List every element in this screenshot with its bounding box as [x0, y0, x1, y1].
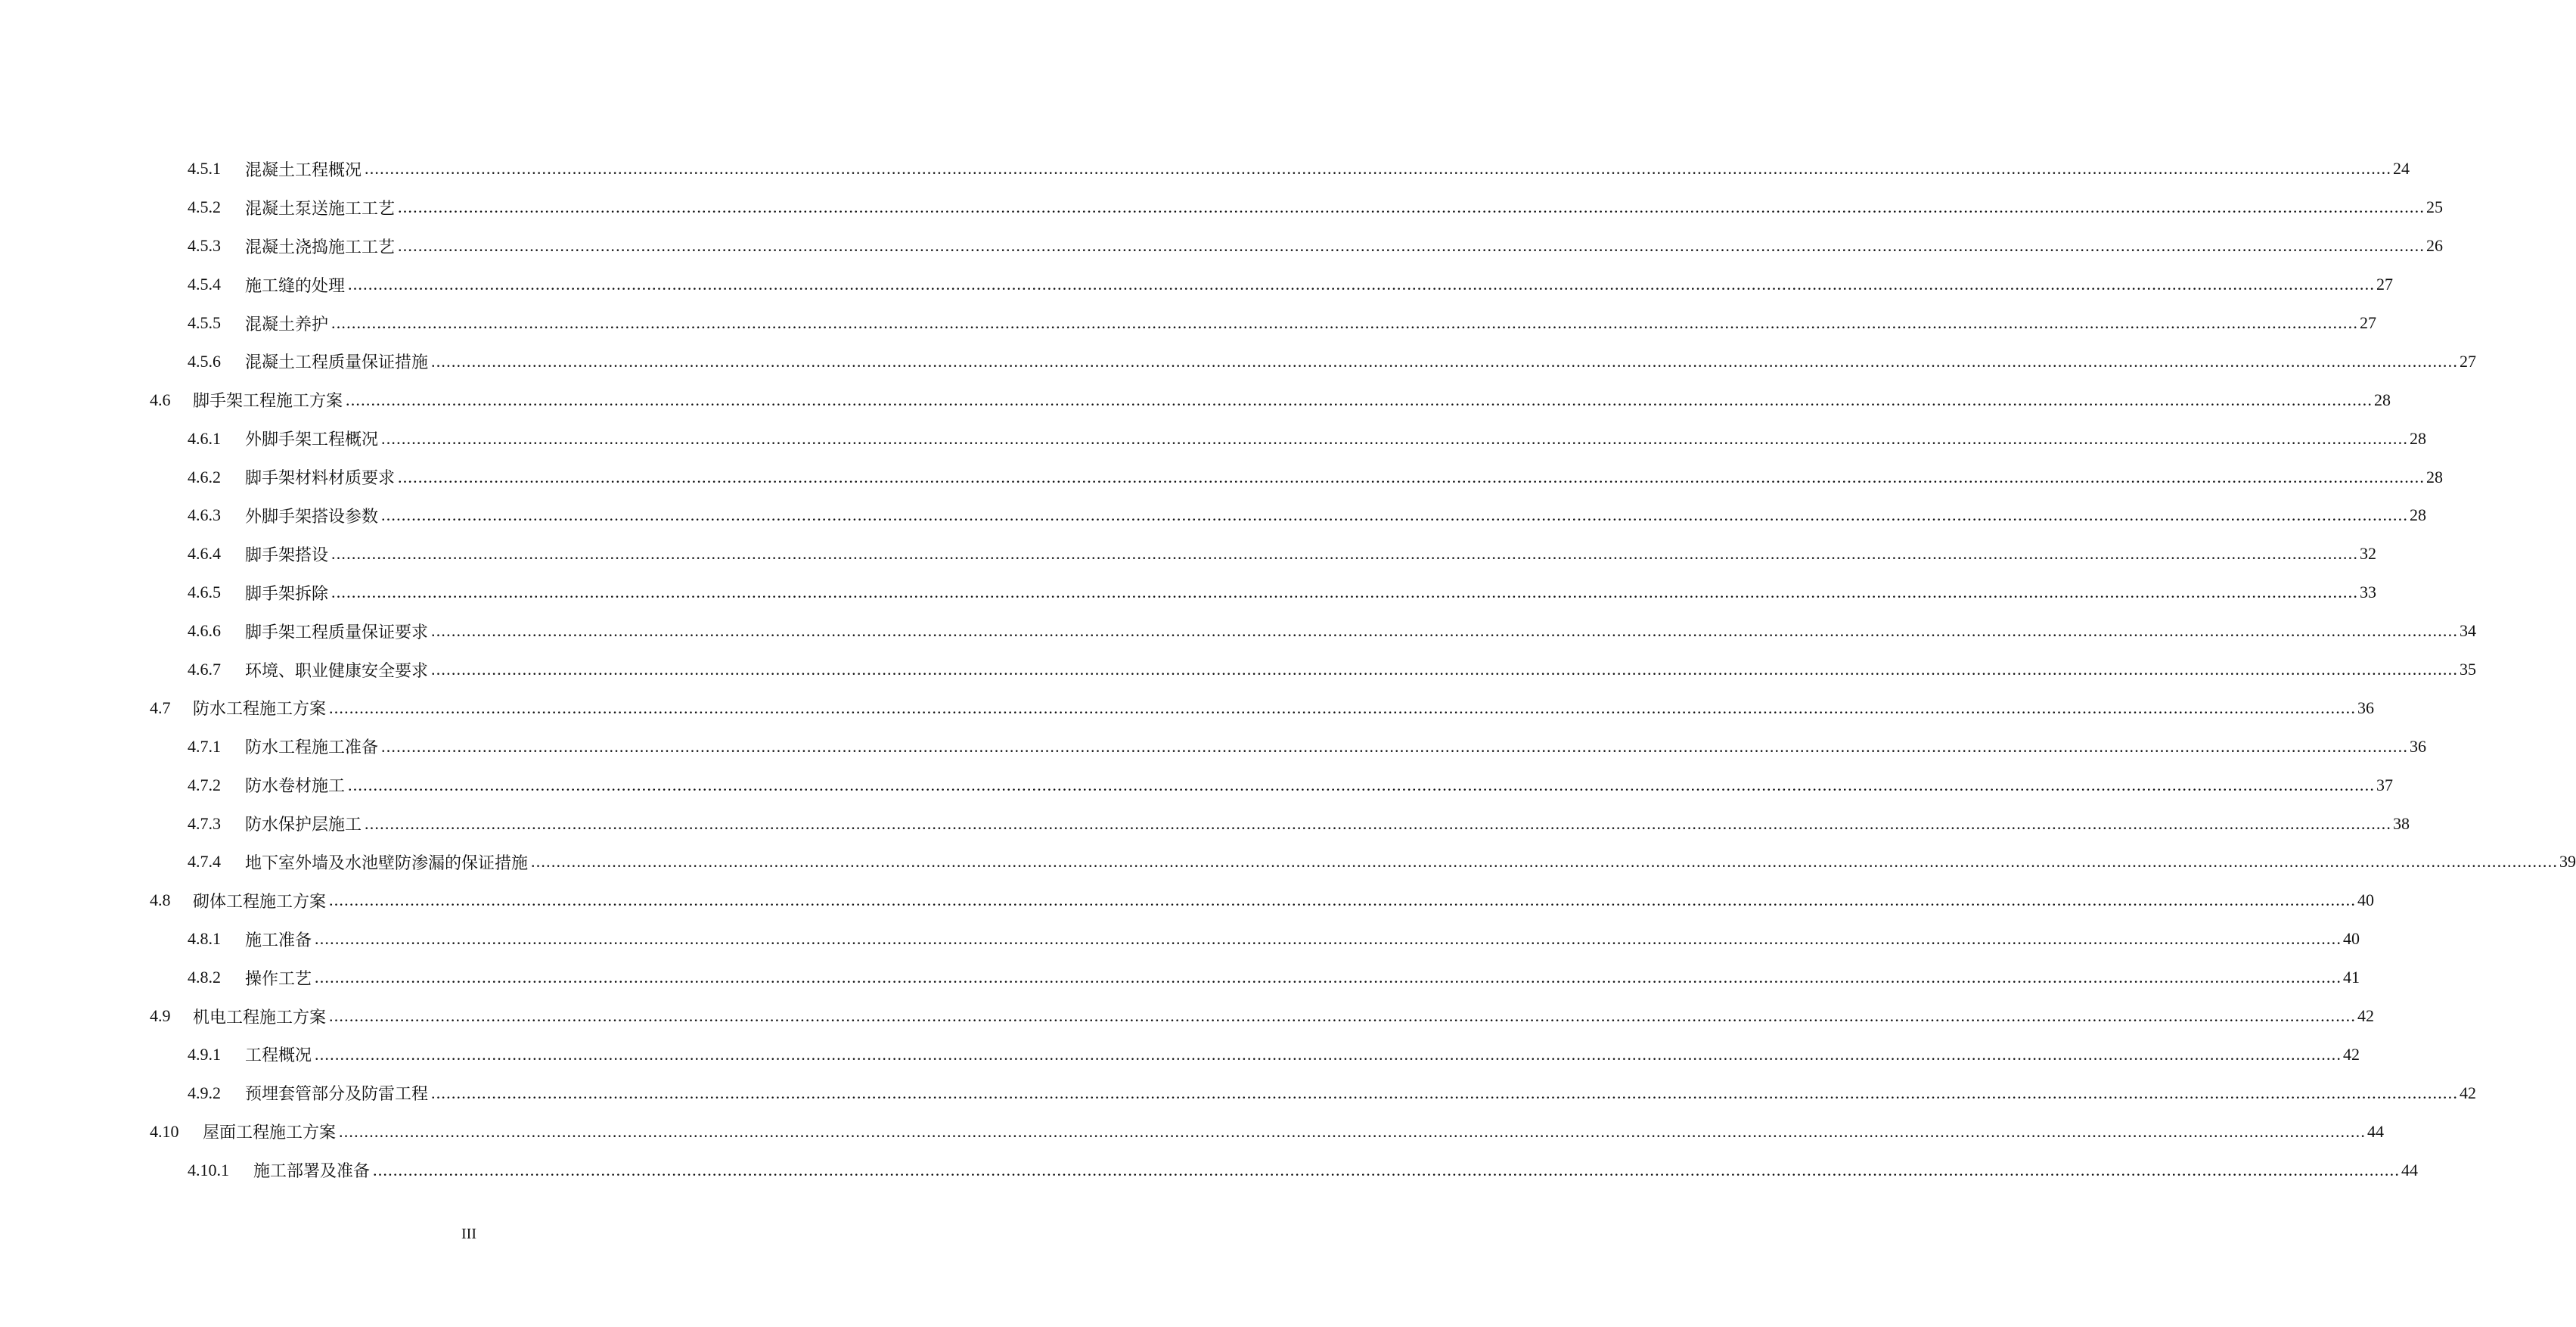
toc-leader-dots: ................................................................................................................................................................................................................................................................................................................................................................................................................	[331, 313, 2359, 332]
toc-entry-number: 4.6.6	[188, 621, 221, 641]
toc-entry[interactable]	[0, 496, 2427, 535]
toc-entry-title: 脚手架材料材质要求	[245, 465, 396, 489]
toc-entry-page: 38	[2393, 813, 2410, 833]
toc-entry-number: 4.7	[150, 698, 171, 717]
toc-entry-title: 脚手架拆除	[245, 581, 330, 604]
toc-leader-dots: ................................................................................................................................................................................................................................................................................................................................................................................................................	[365, 813, 2392, 833]
toc-entry[interactable]	[0, 843, 2576, 881]
toc-leader-dots: ................................................................................................................................................................................................................................................................................................................................................................................................................	[329, 890, 2357, 910]
toc-entry-page: 26	[2426, 236, 2444, 256]
toc-entry-number: 4.6.2	[188, 467, 221, 486]
toc-entry[interactable]	[0, 1151, 2419, 1189]
toc-entry-number: 4.7.1	[188, 736, 221, 756]
toc-entry[interactable]	[0, 1112, 2385, 1151]
toc-entry-page: 36	[2410, 736, 2427, 756]
toc-leader-dots: ................................................................................................................................................................................................................................................................................................................................................................................................................	[331, 583, 2359, 602]
toc-leader-dots: ................................................................................................................................................................................................................................................................................................................................................................................................................	[346, 390, 2373, 409]
toc-leader-dots: ................................................................................................................................................................................................................................................................................................................................................................................................................	[331, 544, 2359, 564]
toc-leader-dots: ................................................................................................................................................................................................................................................................................................................................................................................................................	[431, 351, 2459, 371]
toc-leader-dots: ................................................................................................................................................................................................................................................................................................................................................................................................................	[348, 275, 2376, 294]
toc-entry[interactable]	[0, 727, 2427, 766]
toc-entry[interactable]	[0, 535, 2377, 573]
toc-entry-number: 4.5.5	[188, 313, 221, 332]
toc-leader-dots: ................................................................................................................................................................................................................................................................................................................................................................................................................	[381, 736, 2409, 756]
toc-entry-page: 34	[2460, 621, 2477, 641]
toc-entry-page: 28	[2410, 505, 2427, 525]
toc-entry-page: 41	[2343, 968, 2360, 987]
toc-leader-dots: ................................................................................................................................................................................................................................................................................................................................................................................................................	[329, 698, 2357, 717]
toc-entry-title: 地下室外墙及水池壁防渗漏的保证措施	[245, 850, 529, 874]
toc-entry-title: 混凝土养护	[245, 312, 330, 335]
toc-entry-title: 防水卷材施工	[245, 773, 346, 797]
toc-entry-title: 混凝土浇捣施工工艺	[245, 235, 396, 258]
toc-entry-page: 40	[2357, 890, 2375, 910]
toc-entry-title: 砌体工程施工方案	[193, 889, 327, 912]
toc-entry-page: 42	[2460, 1083, 2477, 1102]
toc-entry-page: 25	[2426, 197, 2444, 217]
table-of-contents	[0, 150, 2576, 1189]
toc-entry-page: 35	[2460, 660, 2477, 679]
toc-entry-number: 4.6	[150, 390, 171, 409]
toc-leader-dots: ................................................................................................................................................................................................................................................................................................................................................................................................................	[339, 1121, 2367, 1141]
toc-leader-dots: ................................................................................................................................................................................................................................................................................................................................................................................................................	[348, 775, 2376, 794]
toc-entry[interactable]	[0, 804, 2410, 843]
toc-leader-dots: ................................................................................................................................................................................................................................................................................................................................................................................................................	[431, 660, 2459, 679]
toc-entry-title: 操作工艺	[245, 966, 313, 990]
toc-entry-page: 44	[2367, 1121, 2385, 1141]
toc-entry-number: 4.5.2	[188, 197, 221, 217]
toc-entry[interactable]	[0, 188, 2444, 227]
toc-leader-dots: ................................................................................................................................................................................................................................................................................................................................................................................................................	[531, 852, 2559, 872]
toc-leader-dots: ................................................................................................................................................................................................................................................................................................................................................................................................................	[365, 159, 2392, 179]
toc-entry-page: 28	[2374, 390, 2391, 409]
toc-entry-number: 4.6.5	[188, 583, 221, 602]
toc-leader-dots: ................................................................................................................................................................................................................................................................................................................................................................................................................	[431, 621, 2459, 641]
toc-entry-page: 33	[2360, 583, 2377, 602]
toc-entry-title: 防水工程施工准备	[245, 735, 380, 758]
toc-entry-number: 4.5.3	[188, 236, 221, 256]
toc-entry[interactable]	[0, 419, 2427, 458]
toc-entry-title: 施工部署及准备	[253, 1158, 371, 1182]
toc-entry-page: 24	[2393, 159, 2410, 179]
toc-entry[interactable]	[0, 688, 2375, 727]
toc-entry[interactable]	[0, 1035, 2360, 1074]
toc-entry[interactable]	[0, 150, 2410, 188]
toc-entry-page: 42	[2343, 1044, 2360, 1064]
toc-entry[interactable]	[0, 266, 2394, 304]
toc-entry[interactable]	[0, 959, 2360, 997]
toc-entry-number: 4.6.7	[188, 660, 221, 679]
toc-entry-title: 屋面工程施工方案	[203, 1120, 337, 1143]
toc-entry-page: 27	[2360, 313, 2377, 332]
toc-entry-number: 4.7.3	[188, 813, 221, 833]
toc-entry[interactable]	[0, 651, 2477, 689]
toc-entry-number: 4.6.1	[188, 428, 221, 448]
toc-leader-dots: ................................................................................................................................................................................................................................................................................................................................................................................................................	[398, 197, 2425, 217]
toc-leader-dots: ................................................................................................................................................................................................................................................................................................................................................................................................................	[315, 929, 2342, 949]
toc-entry-page: 37	[2376, 775, 2394, 794]
toc-leader-dots: ................................................................................................................................................................................................................................................................................................................................................................................................................	[381, 428, 2409, 448]
toc-entry[interactable]	[0, 227, 2444, 266]
toc-entry-number: 4.7.2	[188, 775, 221, 794]
toc-entry-page: 32	[2360, 544, 2377, 564]
toc-leader-dots: ................................................................................................................................................................................................................................................................................................................................................................................................................	[373, 1160, 2401, 1179]
toc-entry-title: 脚手架工程质量保证要求	[245, 620, 430, 643]
toc-entry-number: 4.5.1	[188, 159, 221, 179]
toc-entry-page: 40	[2343, 929, 2360, 949]
toc-entry-number: 4.5.6	[188, 351, 221, 371]
toc-entry-page: 27	[2460, 351, 2477, 371]
toc-entry-number: 4.5.4	[188, 275, 221, 294]
toc-entry-number: 4.10.1	[188, 1160, 229, 1179]
toc-entry-title: 脚手架工程施工方案	[193, 388, 344, 412]
toc-leader-dots: ................................................................................................................................................................................................................................................................................................................................................................................................................	[381, 505, 2409, 525]
toc-entry-page: 36	[2357, 698, 2375, 717]
toc-entry-number: 4.6.4	[188, 544, 221, 564]
toc-leader-dots: ................................................................................................................................................................................................................................................................................................................................................................................................................	[398, 236, 2425, 256]
toc-entry-number: 4.8.1	[188, 929, 221, 949]
toc-entry-number: 4.9	[150, 1006, 171, 1026]
toc-entry-page: 28	[2410, 428, 2427, 448]
toc-entry-number: 4.8	[150, 890, 171, 910]
toc-entry-page: 27	[2376, 275, 2394, 294]
toc-entry[interactable]	[0, 997, 2375, 1036]
toc-entry[interactable]	[0, 458, 2444, 496]
toc-entry-number: 4.10	[150, 1121, 179, 1141]
toc-entry[interactable]	[0, 573, 2377, 612]
toc-entry-title: 工程概况	[245, 1043, 313, 1066]
toc-entry[interactable]	[0, 881, 2375, 920]
toc-entry-title: 机电工程施工方案	[193, 1005, 327, 1028]
toc-entry-page: 39	[2559, 852, 2576, 872]
page-number: III	[461, 1226, 476, 1242]
toc-entry-title: 防水保护层施工	[245, 812, 363, 835]
toc-entry[interactable]	[0, 766, 2394, 804]
toc-entry-page: 42	[2357, 1006, 2375, 1026]
toc-entry[interactable]	[0, 1074, 2477, 1112]
toc-leader-dots: ................................................................................................................................................................................................................................................................................................................................................................................................................	[329, 1006, 2357, 1026]
toc-entry[interactable]	[0, 920, 2360, 959]
toc-entry-title: 防水工程施工方案	[193, 696, 327, 719]
toc-entry-title: 混凝土泵送施工工艺	[245, 196, 396, 219]
toc-entry-title: 施工准备	[245, 928, 313, 951]
toc-entry-number: 4.7.4	[188, 852, 221, 872]
toc-entry-title: 混凝土工程概况	[245, 157, 363, 181]
toc-entry-number: 4.6.3	[188, 505, 221, 525]
toc-entry-page: 44	[2401, 1160, 2419, 1179]
toc-entry-title: 环境、职业健康安全要求	[245, 658, 430, 682]
toc-entry-title: 预埋套管部分及防雷工程	[245, 1081, 430, 1105]
toc-leader-dots: ................................................................................................................................................................................................................................................................................................................................................................................................................	[315, 1044, 2342, 1064]
toc-entry-number: 4.8.2	[188, 968, 221, 987]
toc-leader-dots: ................................................................................................................................................................................................................................................................................................................................................................................................................	[431, 1083, 2459, 1102]
toc-entry-title: 外脚手架工程概况	[245, 427, 380, 450]
toc-entry-title: 施工缝的处理	[245, 273, 346, 297]
toc-entry[interactable]	[0, 342, 2477, 381]
toc-entry-number: 4.9.1	[188, 1044, 221, 1064]
toc-entry-title: 混凝土工程质量保证措施	[245, 350, 430, 373]
toc-leader-dots: ................................................................................................................................................................................................................................................................................................................................................................................................................	[315, 968, 2342, 987]
toc-leader-dots: ................................................................................................................................................................................................................................................................................................................................................................................................................	[398, 467, 2425, 486]
toc-entry-title: 脚手架搭设	[245, 542, 330, 566]
toc-entry-number: 4.9.2	[188, 1083, 221, 1102]
toc-entry[interactable]	[0, 381, 2391, 419]
toc-entry[interactable]	[0, 612, 2477, 651]
toc-entry[interactable]	[0, 304, 2377, 343]
toc-entry-title: 外脚手架搭设参数	[245, 504, 380, 527]
toc-entry-page: 28	[2426, 467, 2444, 486]
